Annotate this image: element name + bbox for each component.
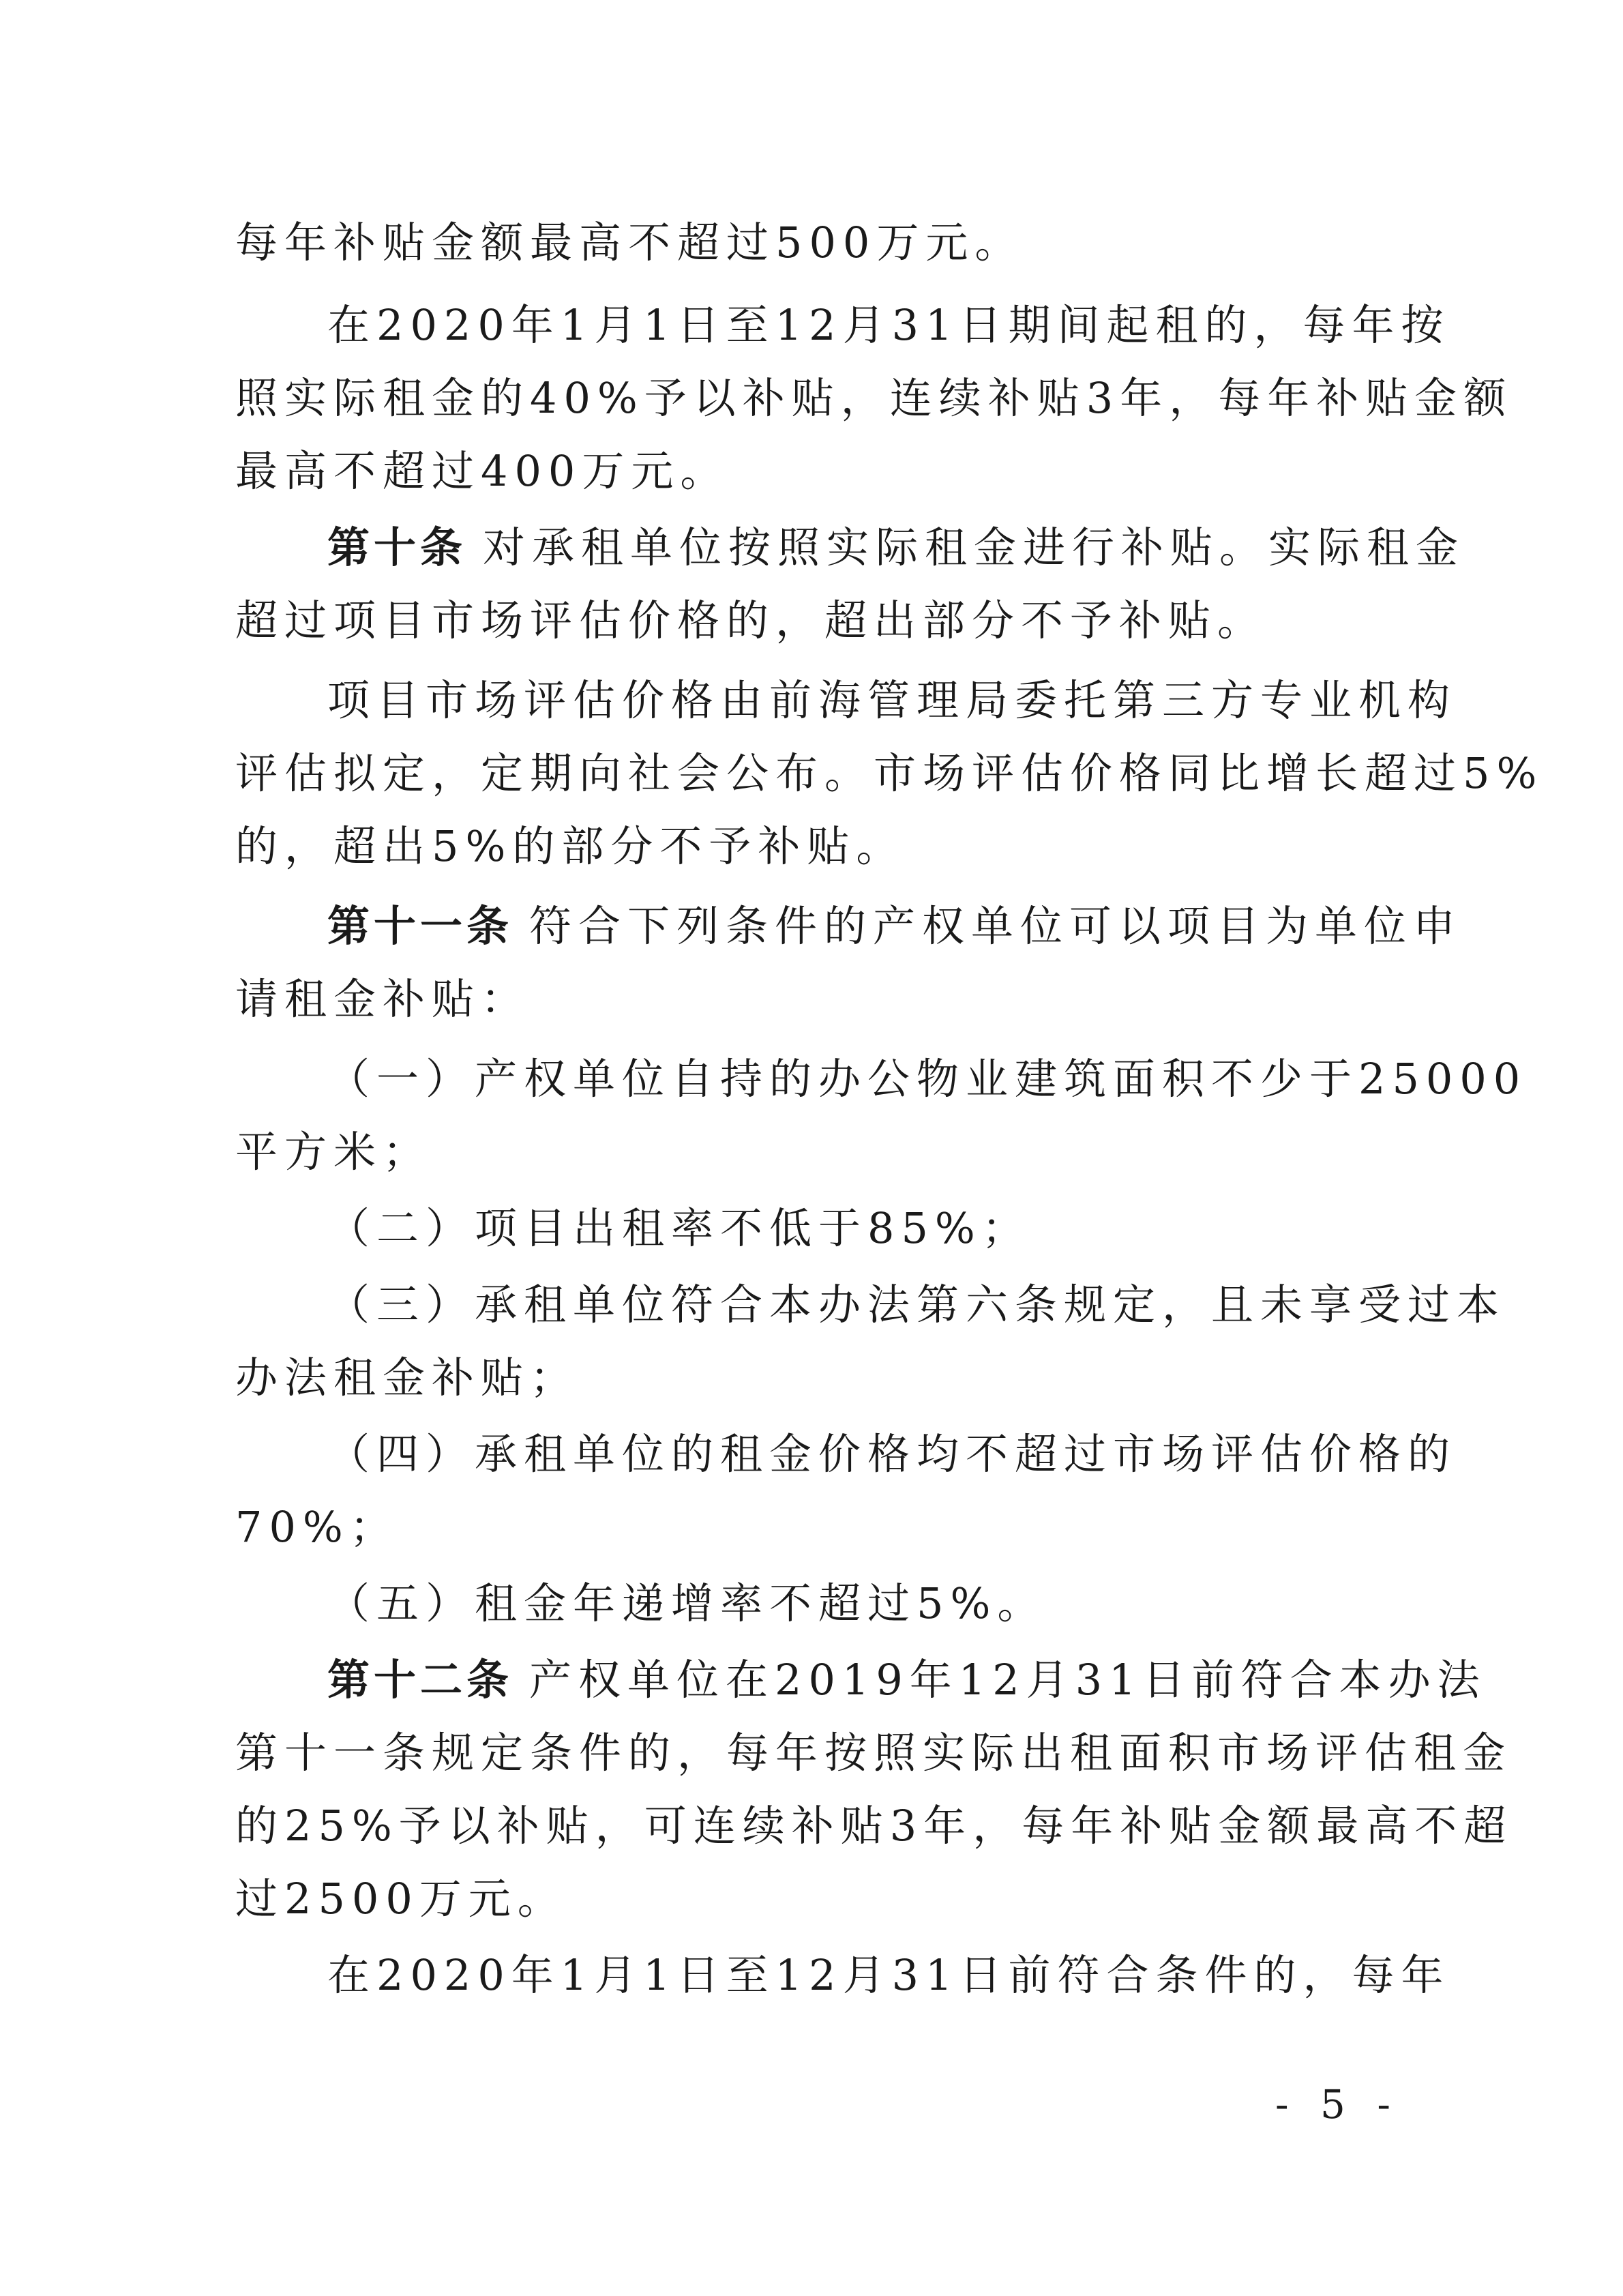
- text-line: 在2020年1月1日至12月31日前符合条件的，每年: [327, 1950, 1450, 2000]
- text-line: 70%；: [235, 1502, 399, 1552]
- article-heading: 第十二条: [327, 1655, 513, 1705]
- text-line: 的，超出5%的部分不予补贴。: [235, 821, 906, 871]
- article-12-line: 第十二条 产权单位在2019年12月31日前符合本办法: [327, 1655, 1487, 1705]
- text-line: 照实际租金的40%予以补贴，连续补贴3年，每年补贴金额: [235, 373, 1513, 423]
- text-line: 平方米；: [235, 1127, 432, 1177]
- text-line: 的25%予以补贴，可连续补贴3年，每年补贴金额最高不超: [235, 1801, 1513, 1851]
- article-heading: 第十条: [327, 523, 467, 572]
- list-item: （五）租金年递增率不超过5%。: [327, 1578, 1047, 1628]
- text-line: 过2500万元。: [235, 1874, 567, 1924]
- text-line: 办法租金补贴；: [235, 1353, 580, 1402]
- list-item: （四）承租单位的租金价格均不超过市场评估价格的: [327, 1429, 1457, 1479]
- text-line: 最高不超过400万元。: [235, 446, 730, 496]
- text-line: 请租金补贴：: [235, 974, 531, 1024]
- list-item: （一）产权单位自持的办公物业建筑面积不少于25000: [327, 1054, 1528, 1104]
- text-line: 在2020年1月1日至12月31日期间起租的，每年按: [327, 300, 1450, 350]
- list-item: （三）承租单位符合本办法第六条规定，且未享受过本: [327, 1280, 1506, 1329]
- text-line: 第十一条规定条件的，每年按照实际出租面积市场评估租金: [235, 1728, 1513, 1778]
- article-11-line: 第十一条 符合下列条件的产权单位可以项目为单位申: [327, 901, 1463, 951]
- text-line: 超过项目市场评估价格的，超出部分不予补贴。: [235, 595, 1267, 645]
- text-line: 评估拟定，定期向社会公布。市场评估价格同比增长超过5%: [235, 748, 1544, 798]
- article-10-line: 第十条 对承租单位按照实际租金进行补贴。实际租金: [327, 523, 1465, 572]
- text-line: 项目市场评估价格由前海管理局委托第三方专业机构: [327, 675, 1457, 725]
- text-line: 每年补贴金额最高不超过500万元。: [235, 218, 1024, 267]
- article-heading: 第十一条: [327, 901, 513, 951]
- page-number: - 5 -: [1275, 2081, 1400, 2128]
- list-item: （二）项目出租率不低于85%；: [327, 1203, 1031, 1253]
